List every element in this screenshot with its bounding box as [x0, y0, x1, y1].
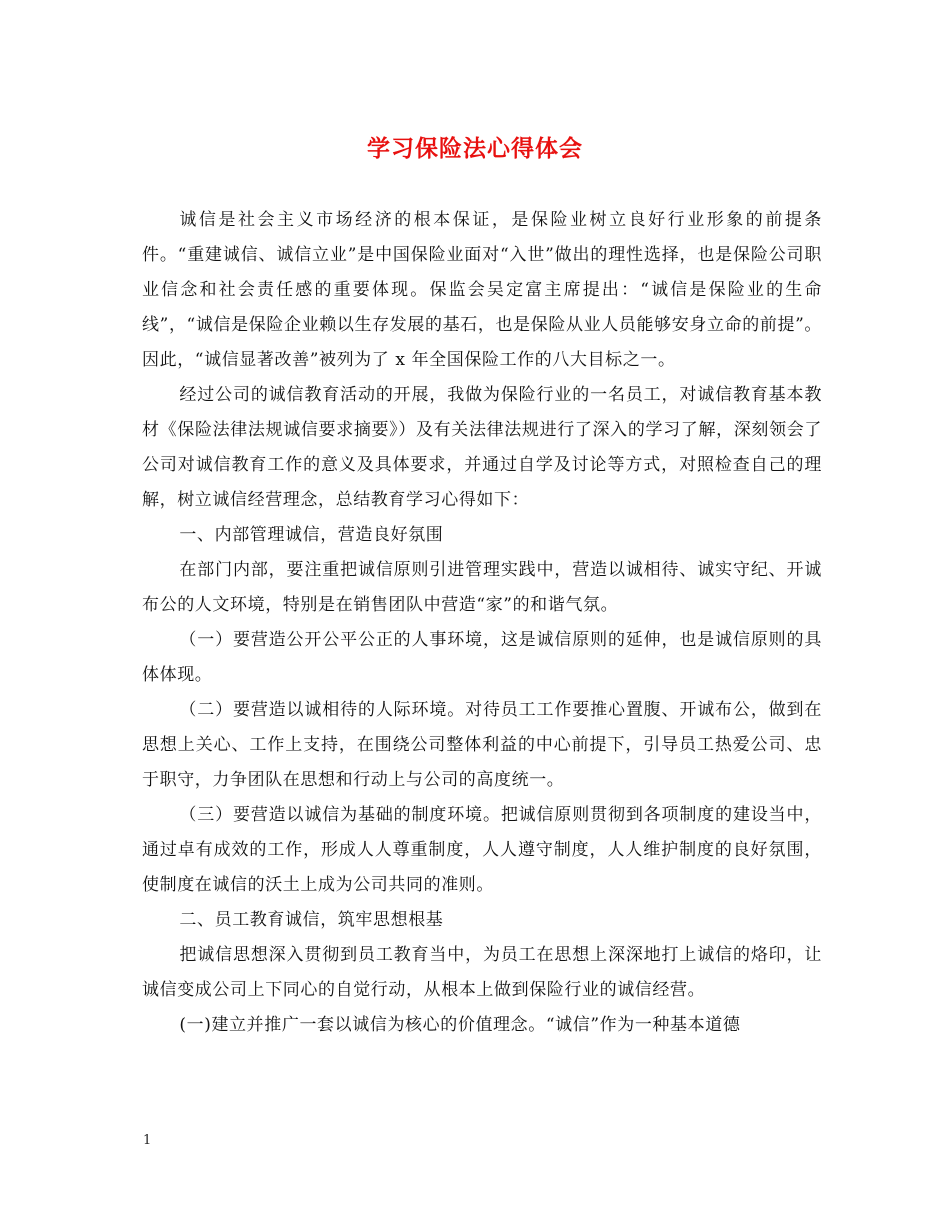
paragraph: 把诚信思想深入贯彻到员工教育当中，为员工在思想上深深地打上诚信的烙印，让诚信变成公司上下同心的自觉行动，从根本上做到保险行业的诚信经营。 — [142, 945, 822, 1000]
document-title: 学习保险法心得体会 — [367, 135, 583, 162]
paragraph: （二）要营造以诚相待的人际环境。对待员工工作要推心置腹、开诚布公，做到在思想上关心、工作上支持，在围绕公司整体利益的中心前提下，引导员工热爱公司、忠于职守，力争团队在思想和行动上与公司的高度统一。 — [142, 700, 822, 790]
paragraph: (一)建立并推广一套以诚信为核心的价值理念。“诚信”作为一种基本道德 — [179, 1015, 741, 1035]
paragraph: （三）要营造以诚信为基础的制度环境。把诚信原则贯彻到各项制度的建设当中，通过卓有成效的工作，形成人人尊重制度，人人遵守制度，人人维护制度的良好氛围，使制度在诚信的沃土上成为公司共同的准则。 — [142, 805, 822, 895]
paragraph: （一）要营造公开公平公正的人事环境，这是诚信原则的延伸，也是诚信原则的具体体现。 — [142, 630, 822, 685]
paragraph: 在部门内部，要注重把诚信原则引进管理实践中，营造以诚相待、诚实守纪、开诚布公的人文环境，特别是在销售团队中营造“家”的和谐气氛。 — [142, 560, 822, 615]
paragraph: 诚信是社会主义市场经济的根本保证，是保险业树立良好行业形象的前提条件。“重建诚信、诚信立业”是中国保险业面对“入世”做出的理性选择，也是保险公司职业信念和社会责任感的重要体现。保监会吴定富主席提出：“诚信是保险业的生命线”，“诚信是保险企业赖以生存发展的基石，也是保险从业人员能够安身立命的前提”。因此，“诚信显著改善”被列为了 x 年全国保险工作的八大目标之一。 — [142, 210, 822, 370]
paragraph: 经过公司的诚信教育活动的开展，我做为保险行业的一名员工，对诚信教育基本教材《保险法律法规诚信要求摘要》）及有关法律法规进行了深入的学习了解，深刻领会了公司对诚信教育工作的意义及具体要求，并通过自学及讨论等方式，对照检查自己的理解，树立诚信经营理念，总结教育学习心得如下： — [142, 385, 822, 510]
section-heading: 一、内部管理诚信，营造良好氛围 — [179, 525, 444, 545]
section-heading: 二、员工教育诚信，筑牢思想根基 — [179, 910, 444, 930]
document-body — [142, 203, 822, 1043]
page-number: 1 — [143, 1133, 152, 1148]
